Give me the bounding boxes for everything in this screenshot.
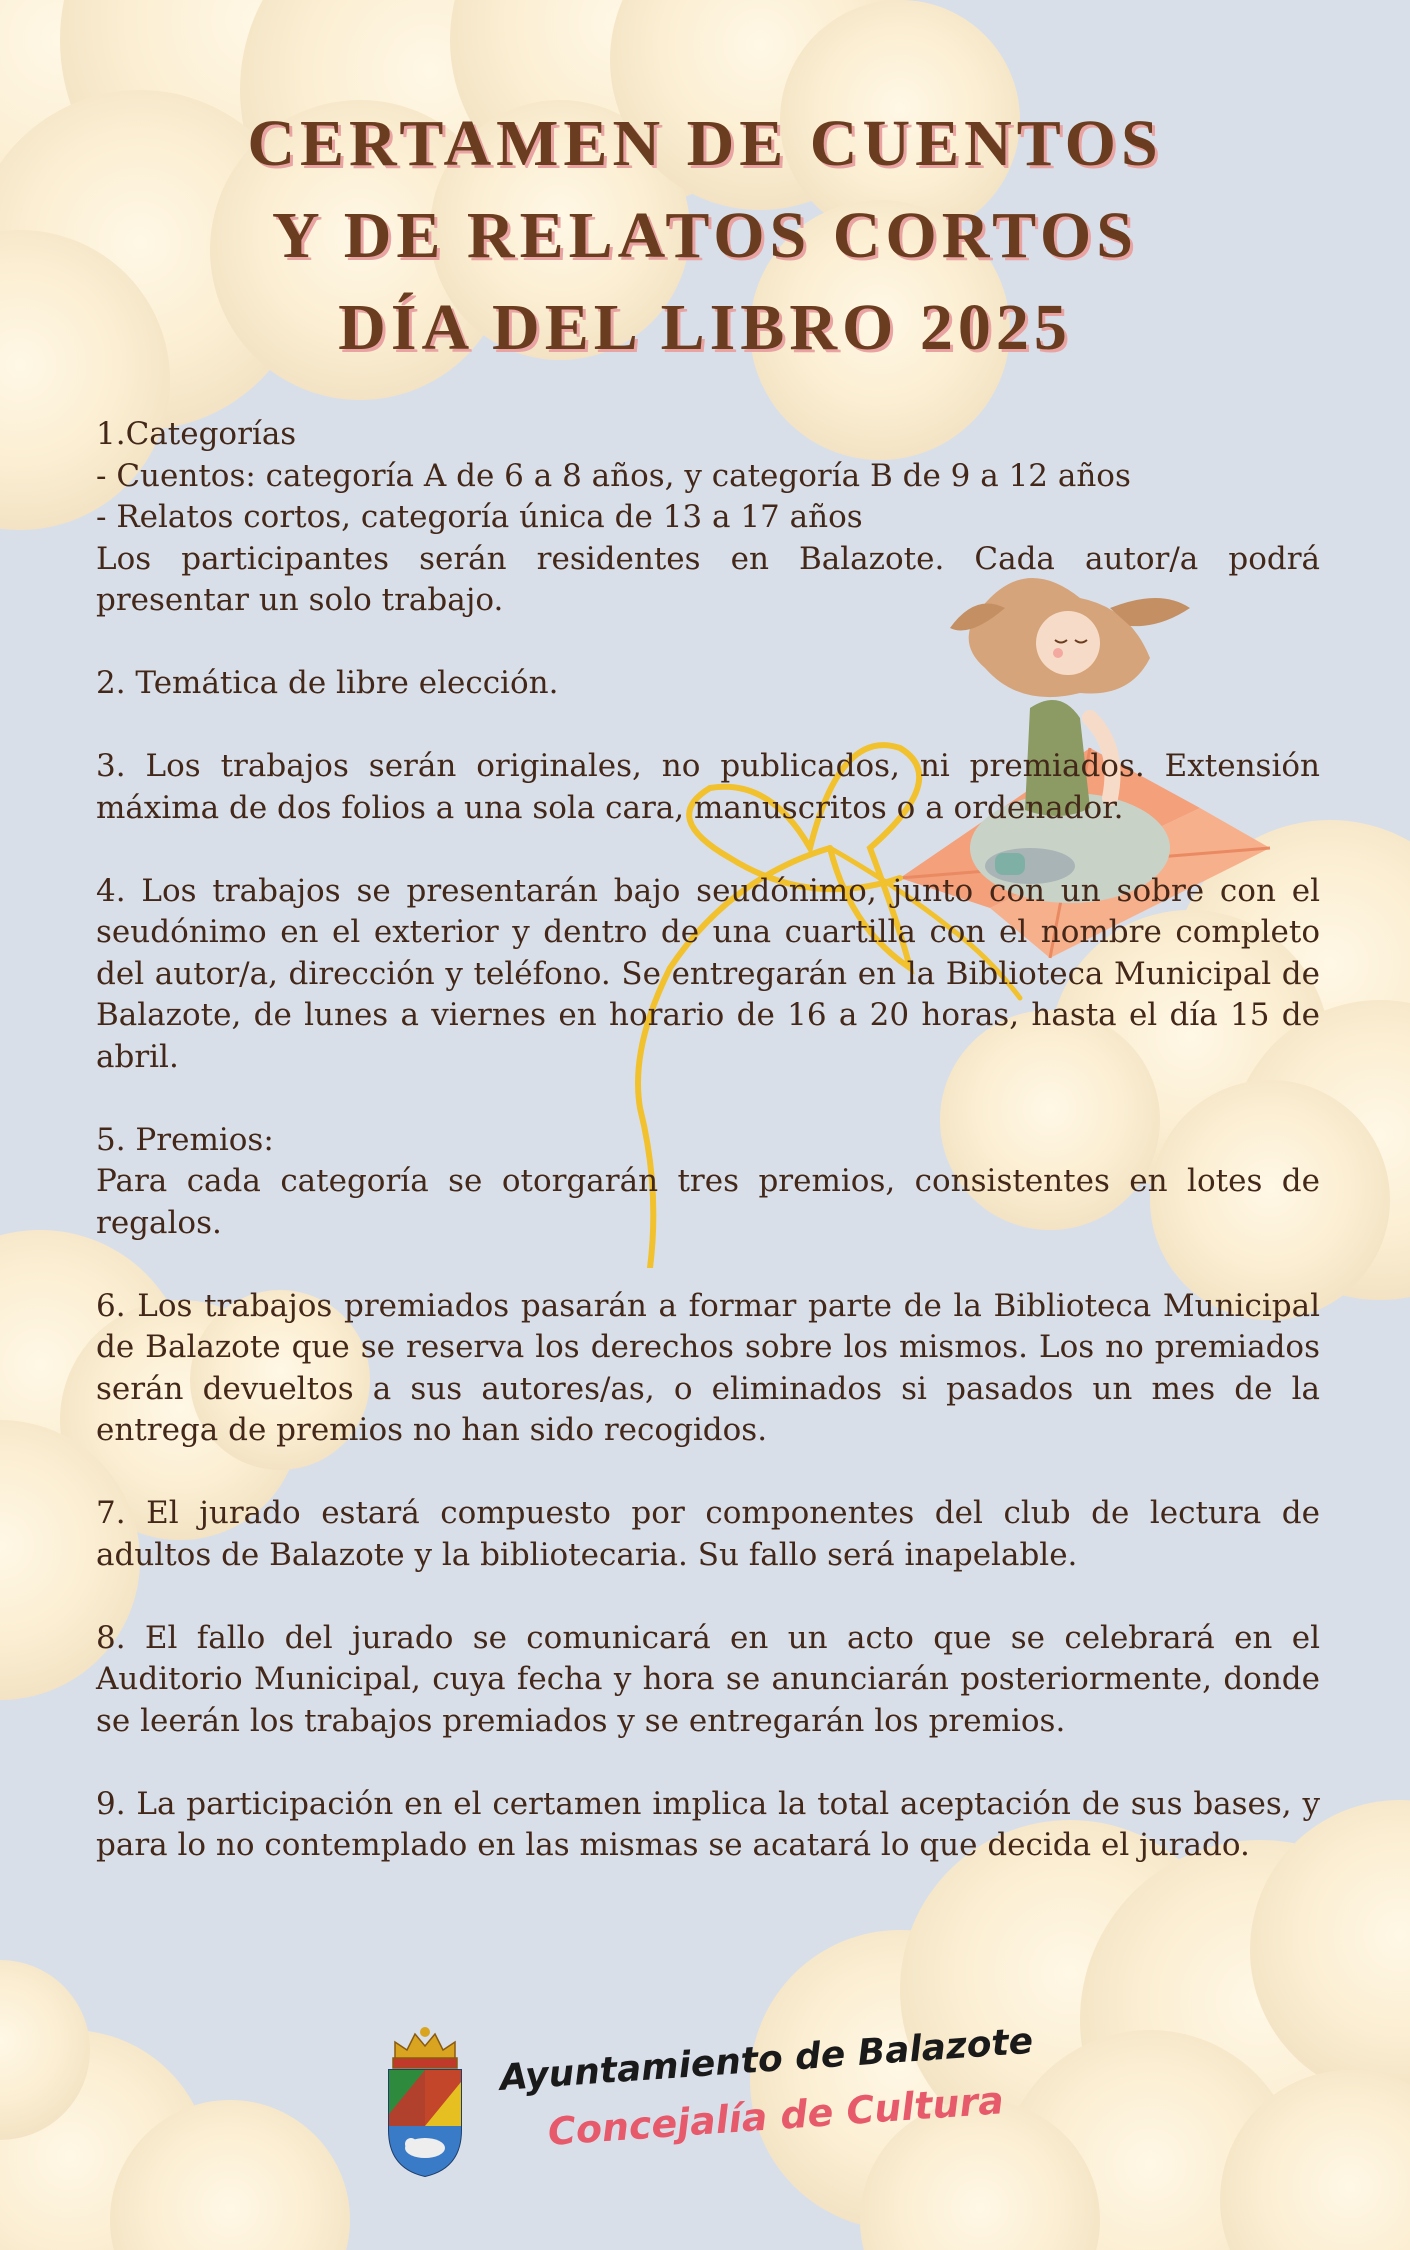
section-9-text: 9. La participación en el certamen implica la total aceptación de sus bases, y para lo no contemplado en las mismas se acatará lo que decida el jurado. [96, 1785, 1320, 1863]
section-1-text: Los participantes serán residentes en Balazote. Cada autor/a podrá presentar un solo trabajo. [96, 540, 1320, 618]
footer [0, 2020, 1410, 2220]
title-line-3: DÍA DEL LIBRO 2025 [338, 291, 1072, 364]
section-3-originality [96, 746, 1320, 829]
section-5-heading: 5. Premios: [96, 1121, 274, 1158]
section-8-ceremony [96, 1618, 1320, 1743]
section-4-text: 4. Los trabajos se presentarán bajo seudónimo, junto con un sobre con el seudónimo en el exterior y dentro de una cuartilla con el nombre completo del autor/a, dirección y teléfono. Se entregarán en la Biblioteca Municipal de Balazote, de lunes a viernes en horario de 16 a 20 horas, hasta el día 15 de abril. [96, 872, 1320, 1075]
section-3-text: 3. Los trabajos serán originales, no publicados, ni premiados. Extensión máxima de dos folios a una sola cara, manuscritos o a ordenador. [96, 748, 1320, 826]
category-relatos: - Relatos cortos, categoría única de 13 a 17 años [96, 499, 863, 535]
coat-of-arms-icon [375, 2020, 475, 2180]
section-6-text: 6. Los trabajos premiados pasarán a formar parte de la Biblioteca Municipal de Balazote que se reserva los derechos sobre los mismos. Los no premiados serán devueltos a sus autores/as, o eliminados si pasados un mes de la entrega de premios no han sido recogidos. [96, 1287, 1320, 1448]
rules-body [96, 414, 1320, 1908]
poster-title [80, 98, 1330, 374]
section-1-categories [96, 414, 1320, 622]
section-5-prizes [96, 1120, 1320, 1245]
section-5-text: Para cada categoría se otorgarán tres premios, consistentes en lotes de regalos. [96, 1163, 1320, 1241]
municipality-name: Ayuntamiento de Balazote [498, 2020, 1035, 2099]
section-4-submission [96, 871, 1320, 1079]
section-8-text: 8. El fallo del jurado se comunicará en un acto que se celebrará en el Auditorio Municipal, cuya fecha y hora se anunciarán posteriormente, donde se leerán los trabajos premiados y se entregarán los premios. [96, 1619, 1320, 1739]
section-7-text: 7. El jurado estará compuesto por componentes del club de lectura de adultos de Balazote y la bibliotecaria. Su fallo será inapelable. [96, 1495, 1320, 1573]
title-line-2: Y DE RELATOS CORTOS [272, 199, 1138, 272]
section-7-jury [96, 1493, 1320, 1576]
section-1-heading: 1.Categorías [96, 416, 297, 452]
section-2-text: 2. Temática de libre elección. [96, 665, 559, 701]
category-cuentos: - Cuentos: categoría A de 6 a 8 años, y categoría B de 9 a 12 años [96, 457, 1131, 494]
section-2-theme [96, 663, 1320, 705]
section-6-rights [96, 1286, 1320, 1452]
department-name: Concejalía de Cultura [546, 2078, 1006, 2154]
title-line-1: CERTAMEN DE CUENTOS [247, 107, 1163, 180]
section-9-acceptance [96, 1784, 1320, 1867]
